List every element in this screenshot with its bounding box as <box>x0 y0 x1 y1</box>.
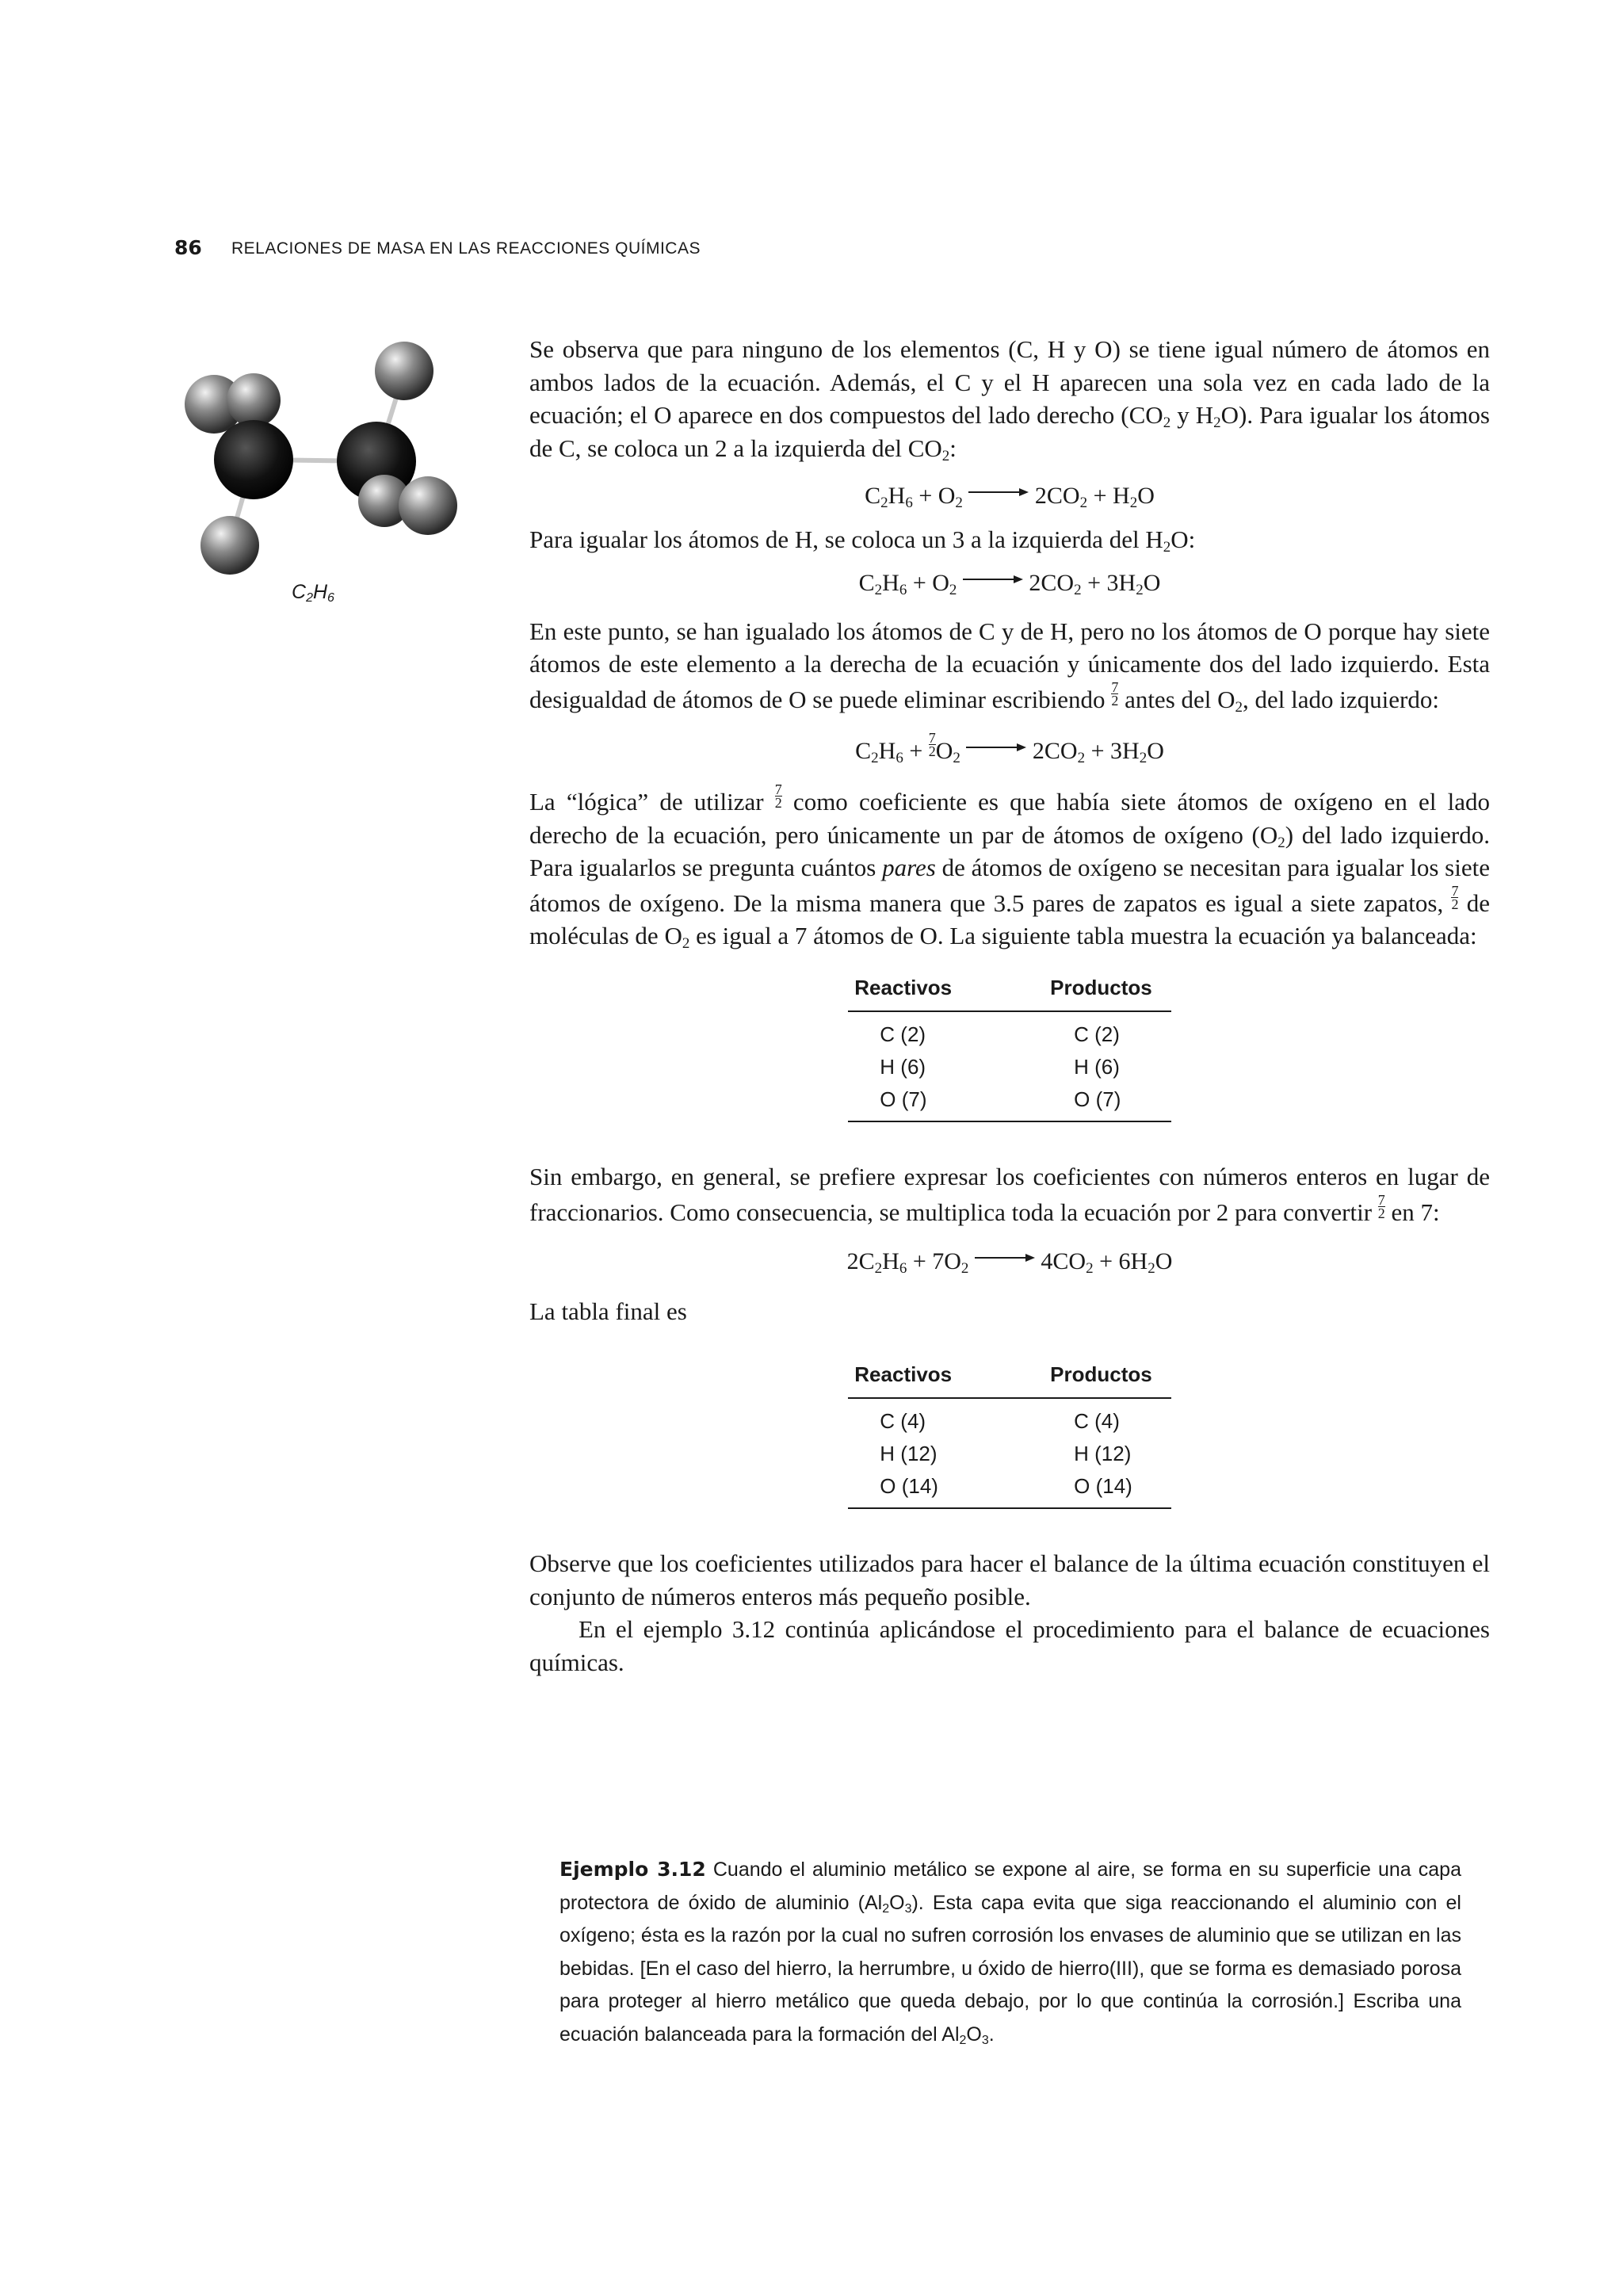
table-row: C (2) C (2) <box>880 1022 1120 1046</box>
equation-1: $C_2H_6 + O_2$ $2CO_2 + H_2O$ <box>865 483 1155 511</box>
paragraph-3: En este punto, se han igualado los átomos de C y de H, pero no los átomos de O porque hay siete átomos de este elemento a la derecha de la ecuación y únicamente dos del lado izquierdo. Esta desigualdad de átomos de O se puede eliminar escribiendo $\frac{7}{2}$ antes del $O_2$, del lado izquierdo: <box>529 617 1490 716</box>
paragraph-6: La tabla final es <box>529 1297 687 1325</box>
page-number: 86 <box>174 236 202 259</box>
table-header: Reactivos <box>848 972 971 1012</box>
example-3-12: Ejemplo 3.12 Cuando el aluminio metálico se expone al aire, se forma en su superficie una capa protectora de óxido de aluminio $(Al_2O_3)$. Esta capa evita que siga reaccionando el aluminio con el oxígeno; ésta es la razón por la cual no sufren corrosión los envases de aluminio que se utilizan en las bebidas. [En el caso del hierro, la herrumbre, u óxido de hierro(III), que se forma es demasiado porosa para proteger al hierro metálico que queda debajo, por lo que continúa la corrosión.] Escriba una ecuación balanceada para la formación del $Al_2O_3$. <box>559 1858 1461 2047</box>
balance-table-2 <box>529 1358 1490 1510</box>
reaction-arrow-icon <box>968 487 1029 497</box>
reaction-arrow-icon <box>963 575 1023 584</box>
paragraph-5: Sin embargo, en general, se prefiere expresar los coeficientes con números enteros en lugar de fraccionarios. Como consecuencia, se multiplica toda la ecuación por 2 para convertir $\frac{7}{2}$ en 7: <box>529 1163 1490 1226</box>
table-row: H (12) H (12) <box>880 1442 1132 1465</box>
fraction: $\frac{7}{2}$ <box>774 781 782 811</box>
table-row: O (14) O (14) <box>848 1469 1170 1508</box>
table-header: Reactivos <box>848 1358 971 1399</box>
table-row: C (4) C (4) <box>880 1409 1120 1433</box>
paragraph-2: Para igualar los átomos de H, se coloca un 3 a la izquierda del $H_2O$: <box>529 525 1196 556</box>
paragraph-4: La “lógica” de utilizar $\frac{7}{2}$ como coeficiente es que había siete átomos de oxígeno en el lado derecho de la ecuación, pero únicamente un par de átomos de oxígeno $(O_2)$ del lado izquierdo. Para igualarlos se pregunta cuántos pares de átomos de oxígeno se necesitan para igualar los siete átomos de oxígeno. De la misma manera que 3.5 pares de zapatos es igual a siete zapatos, $\frac{7}{2}$ de moléculas de $O_2$ es igual a 7 átomos de O. La siguiente tabla muestra la ecuación ya balanceada: <box>529 781 1490 952</box>
reaction-arrow-icon <box>966 743 1026 752</box>
table-header: Productos <box>971 1358 1171 1399</box>
fraction: $\frac{7}{2}$ <box>1111 678 1119 709</box>
table-row: H (6) H (6) <box>880 1055 1120 1079</box>
table-header: Productos <box>971 972 1171 1012</box>
example-label: Ejemplo 3.12 <box>559 1858 706 1881</box>
fraction: $\frac{7}{2}$ <box>1451 882 1459 912</box>
paragraph-7: Observe que los coeficientes utilizados para hacer el balance de la última ecuación constituyen el conjunto de números enteros más pequeño posible. <box>529 1549 1490 1610</box>
paragraph-8: En el ejemplo 3.12 continúa aplicándose el procedimiento para el balance de ecuaciones químicas. <box>529 1615 1490 1676</box>
equation-2: $C_2H_6 + O_2$ $2CO_2 + 3H_2O$ <box>858 569 1161 598</box>
fraction: $\frac{7}{2}$ <box>1377 1191 1385 1221</box>
table-row: O (7) O (7) <box>848 1082 1170 1121</box>
reaction-arrow-icon <box>975 1253 1035 1263</box>
running-header: RELACIONES DE MASA EN LAS REACCIONES QUÍMICAS <box>231 239 701 258</box>
fraction: $\frac{7}{2}$ <box>928 730 936 759</box>
equation-4: $2C_2H_6 + 7O_2$ $4CO_2 + 6H_2O$ <box>846 1248 1173 1277</box>
equation-3: $C_2H_6$ + $\frac{7}{2}$ $O_2$ $2CO_2 + 3H_2O$ <box>855 730 1164 766</box>
main-text <box>529 333 1490 1679</box>
paragraph-1: Se observa que para ninguno de los elementos (C, H y O) se tiene igual número de átomos en ambos lados de la ecuación. Además, el C y el H aparecen una sola vez en cada lado de la ecuación; el O aparece en dos compuestos del lado derecho ($CO_2$ y $H_2O$). Para igualar los átomos de C, se coloca un 2 a la izquierda del $CO_2$: <box>529 335 1490 464</box>
ethane-ball-and-stick-icon <box>158 317 491 618</box>
molecule-label: $C_2H_6$ <box>292 581 334 605</box>
balance-table-1 <box>529 972 1490 1123</box>
